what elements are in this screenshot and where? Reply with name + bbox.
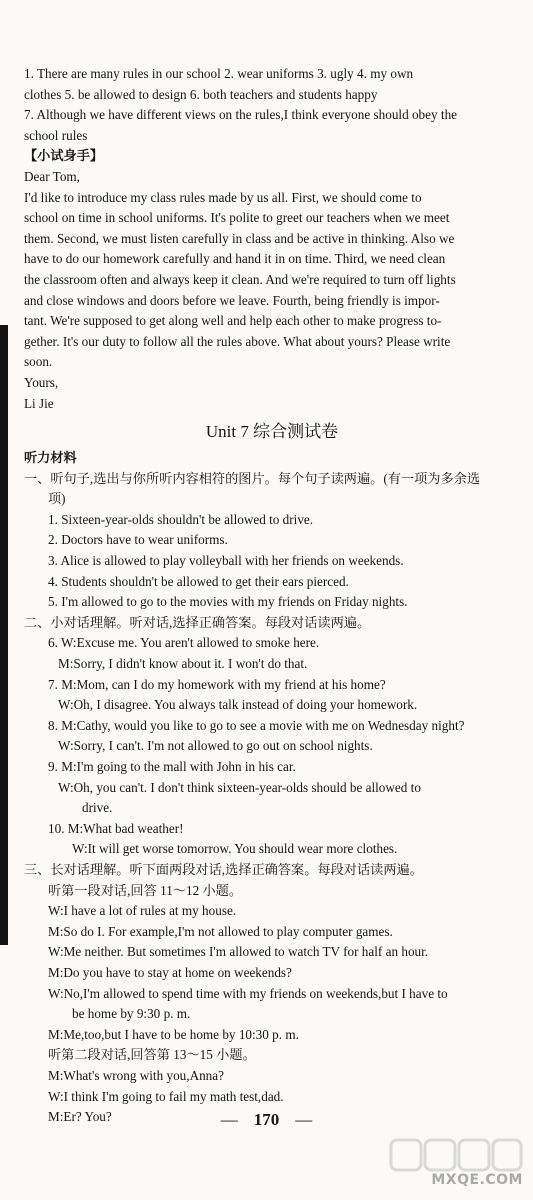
section-label: 【小试身手】 xyxy=(24,148,104,164)
part1 xyxy=(24,469,520,613)
dialogue-line: 听第一段对话,回答 11～12 小题。 xyxy=(48,882,243,898)
letter-line: them. Second, we must listen carefully in class and be active in thinking. Also we xyxy=(24,230,455,246)
letter-line: gether. It's our duty to follow all the rules above. What about yours? Please write xyxy=(24,333,451,349)
part1-heading: 一、听句子,选出与你所听内容相符的图片。每个句子读两遍。(有一项为多余选 xyxy=(24,470,481,486)
dash-right: — xyxy=(295,1110,313,1129)
dialogue-line: 9. M:I'm going to the mall with John in his car. xyxy=(48,759,296,774)
dialogue-line: M:Er? You? xyxy=(48,1109,112,1125)
dialogue-line: 7. M:Mom, can I do my homework with my friend at his home? xyxy=(48,676,386,692)
letter-signature: Li Jie xyxy=(24,395,54,411)
dialogue-line: W:Sorry, I can't. I'm not allowed to go out on school nights. xyxy=(58,738,373,754)
page-number xyxy=(0,1110,533,1130)
part2 xyxy=(24,613,520,860)
answer-block xyxy=(24,64,520,146)
part1-item: 4. Students shouldn't be allowed to get their ears pierced. xyxy=(48,573,349,589)
dialogue-line: 听第二段对话,回答第 13～15 小题。 xyxy=(48,1047,256,1063)
part1-item: 1. Sixteen-year-olds shouldn't be allowed to drive. xyxy=(48,511,314,527)
letter-line: I'd like to introduce my class rules made by us all. First, we should come to xyxy=(24,189,422,205)
dialogue-line: 10. M:What bad weather! xyxy=(48,820,184,836)
part1-item: 2. Doctors have to wear uniforms. xyxy=(48,532,228,548)
dash-left: — xyxy=(220,1110,238,1129)
page-content xyxy=(24,64,520,1128)
dialogue-line: W:Oh, I disagree. You always talk instead of doing your homework. xyxy=(58,697,418,713)
dialogue-line: M:Me,too,but I have to be home by 10:30 p. m. xyxy=(48,1026,299,1042)
part3-heading: 三、长对话理解。听下面两段对话,选择正确答案。每段对话读两遍。 xyxy=(24,861,423,877)
letter-line: have to do our homework carefully and hand it in on time. Third, we need clean xyxy=(24,251,446,267)
dialogue-line: M:What's wrong with you,Anna? xyxy=(48,1067,224,1083)
letter-line: tant. We're supposed to get along well and help each other to make progress to- xyxy=(24,313,442,329)
dialogue-line: W:I think I'm going to fail my math test,dad. xyxy=(48,1088,284,1104)
watermark-text: MXQE.COM xyxy=(431,1172,523,1188)
letter-closing: Yours, xyxy=(24,374,59,390)
dialogue-line: W:No,I'm allowed to spend time with my friends on weekends,but I have to xyxy=(48,985,448,1001)
part1-item: 3. Alice is allowed to play volleyball with her friends on weekends. xyxy=(48,553,404,569)
page-edge-shadow xyxy=(0,325,8,945)
part3-dialogue-list xyxy=(24,881,520,1128)
dialogue-line: W:Me neither. But sometimes I'm allowed to watch TV for half an hour. xyxy=(48,944,429,960)
dialogue-line: M:So do I. For example,I'm not allowed to play computer games. xyxy=(48,923,393,939)
dialogue-line: M:Do you have to stay at home on weekends? xyxy=(48,964,292,980)
part2-heading: 二、小对话理解。听对话,选择正确答案。每段对话读两遍。 xyxy=(24,614,371,630)
dialogue-line: W:It will get worse tomorrow. You should wear more clothes. xyxy=(72,841,398,857)
dialogue-line: 6. W:Excuse me. You aren't allowed to smoke here. xyxy=(48,635,320,651)
unit-title: Unit 7 综合测试卷 xyxy=(205,422,339,442)
letter-line: soon. xyxy=(24,354,53,370)
part2-dialogue-list xyxy=(24,633,520,860)
dialogue-line: W:Oh, you can't. I don't think sixteen-year-olds should be allowed to xyxy=(58,779,421,795)
answer-line: school rules xyxy=(24,127,88,143)
dialogue-line: be home by 9:30 p. m. xyxy=(72,1006,191,1022)
letter-line: and close windows and doors before we leave. Fourth, being friendly is impor- xyxy=(24,292,440,308)
letter-line: school on time in school uniforms. It's polite to greet our teachers when we meet xyxy=(24,210,450,226)
sample-letter xyxy=(24,167,520,414)
part1-heading-cont: 项) xyxy=(48,491,66,507)
answer-line: 1. There are many rules in our school 2. wear uniforms 3. ugly 4. my own xyxy=(24,66,414,81)
letter-line: the classroom often and always keep it clean. And we're required to turn off lights xyxy=(24,271,456,287)
answer-line: 7. Although we have different views on the rules,I think everyone should obey the xyxy=(24,107,458,123)
part3 xyxy=(24,860,520,1128)
page-number-value: 170 xyxy=(253,1110,280,1129)
part1-item: 5. I'm allowed to go to the movies with my friends on Friday nights. xyxy=(48,594,408,610)
dialogue-line: drive. xyxy=(82,800,113,816)
letter-greeting: Dear Tom, xyxy=(24,168,80,184)
answer-line: clothes 5. be allowed to design 6. both teachers and students happy xyxy=(24,86,378,102)
dialogue-line: M:Sorry, I didn't know about it. I won't do that. xyxy=(58,656,308,672)
material-label: 听力材料 xyxy=(24,450,77,466)
dialogue-line: W:I have a lot of rules at my house. xyxy=(48,903,237,919)
dialogue-line: 8. M:Cathy, would you like to go to see a movie with me on Wednesday night? xyxy=(48,717,465,733)
